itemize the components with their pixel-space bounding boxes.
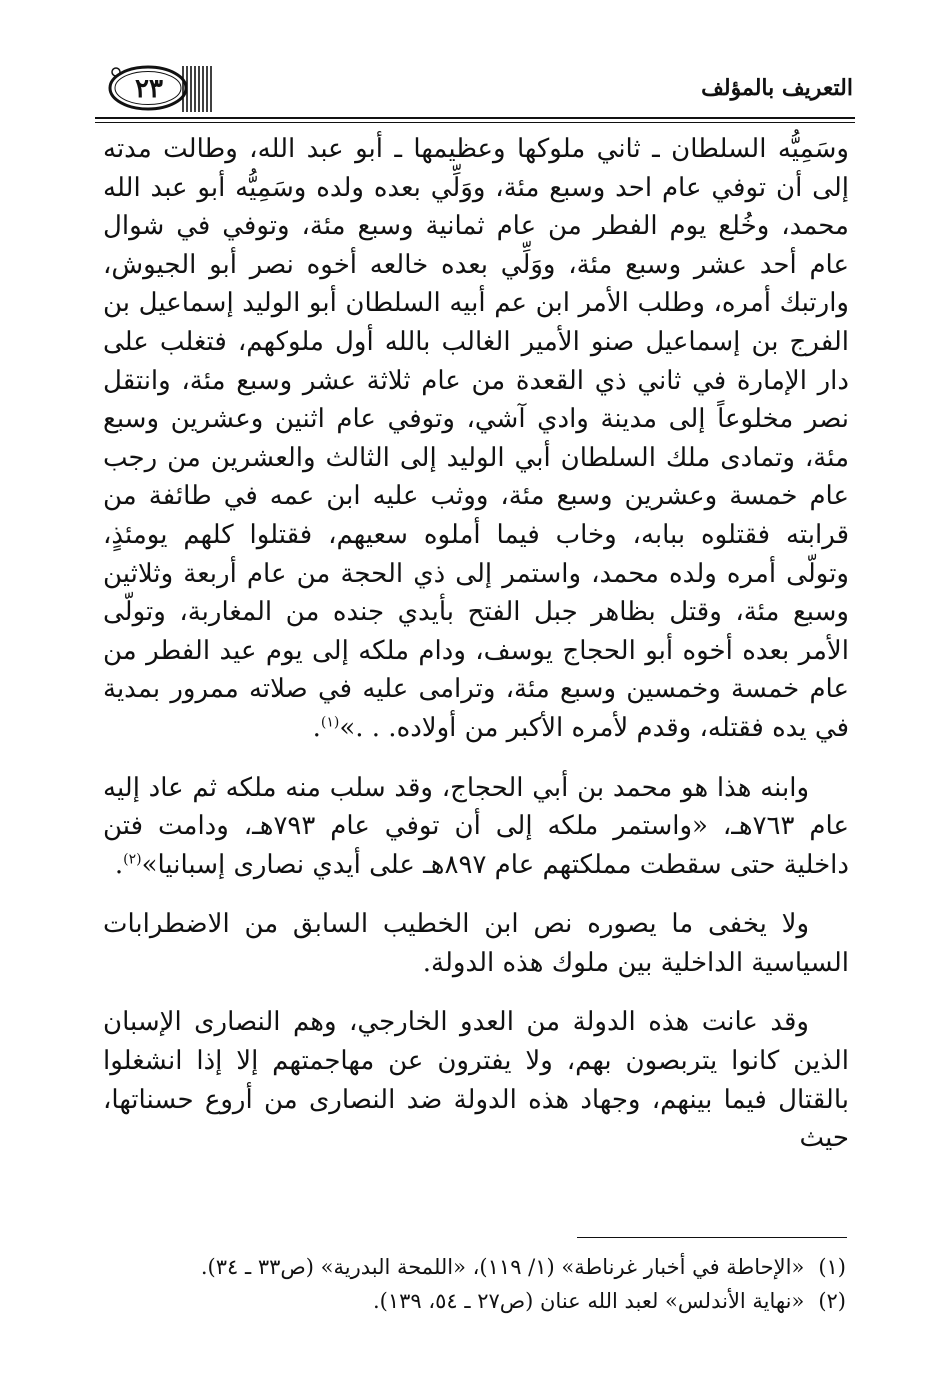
header-rule [95, 117, 855, 119]
footnote-text: «الإحاطة في أخبار غرناطة» (١/ ١١٩)، «اللمحة البدرية» (ص٣٣ ـ ٣٤). [200, 1255, 805, 1279]
paragraph-4: وقد عانت هذه الدولة من العدو الخارجي، وهم النصارى الإسبان الذين كانوا يتربصون بهم، ولا يفترون عن مهاجمتهم إلا إذا انشغلوا بالقتال فيما بينهم، وجهاد هذه الدولة ضد النصارى من أروع حسناتها، حيث [103, 1007, 849, 1154]
paragraph-3: ولا يخفى ما يصوره نص ابن الخطيب السابق من الاضطرابات السياسية الداخلية بين ملوك هذه الدولة. [103, 909, 849, 978]
header-rule-thin [95, 122, 855, 123]
paragraph-2 [103, 769, 849, 885]
running-title: التعريف بالمؤلف [701, 75, 853, 101]
period: . [312, 712, 321, 743]
page-number: ٢٣ [135, 74, 163, 104]
paragraph-text: وابنه هذا هو محمد بن أبي الحجاج، وقد سلب منه ملكه ثم عاد إليه عام ٧٦٣هـ، «واستمر ملكه إلى أن توفي عام ٧٩٣هـ، ودامت فتن داخلية حتى سقطت مملكتهم عام ٨٩٧هـ على أيدي نصارى إسبانيا» [103, 772, 849, 880]
footnote-separator [577, 1237, 847, 1238]
footnote-number: (٢) [818, 1289, 846, 1313]
paragraph-1 [103, 130, 849, 748]
footnotes [200, 1250, 846, 1318]
footnote-ref-1: (١) [320, 714, 340, 731]
footnote-number: (١) [818, 1255, 846, 1279]
footnote-ref-2: (٢) [123, 851, 142, 868]
footnote-text: «نهاية الأندلس» لعبد الله عنان (ص٢٧ ـ ٥٤، ١٣٩). [372, 1289, 805, 1313]
footnote-1 [200, 1250, 846, 1284]
paragraph-text: وسَمِيُّه السلطان ـ ثاني ملوكها وعظيمها ـ أبو عبد الله، وطالت مدته إلى أن توفي عام احد وسبع مئة، ووَلِّي بعده ولده وسَمِيُّه أبو عبد الله محمد، وخُلع يوم الفطر من عام ثمانية وسبع مئة، وتوفي في شوال عام أحد عشر وسبع مئة، ووَلِّي بعده خالعه أخوه نصر أبو الجيوش، وارتبك أمره، وطلب الأمر ابن عم أبيه السلطان أبو الوليد إسماعيل بن الفرج بن إسماعيل صنو الأمير الغالب بالله أول ملوكهم، فتغلب على دار الإمارة في ثاني ذي القعدة من عام ثلاثة عشر وسبع مئة، وانتقل نصر مخلوعاً إلى مدينة وادي آشي، وتوفي عام اثنين وعشرين وسبع مئة، وتمادى ملك السلطان أبي الوليد إلى الثالث والعشرين من رجب عام خمسة وعشرين وسبع مئة، ووثب عليه ابن عمه في طائفة من قرابته فقتلوه ببابه، وخاب فيما أملوه سعيهم، فقتلوا كلهم يومئذٍ، وتولّى أمره ولده محمد، واستمر إلى ذي الحجة من عام أربعة وثلاثين وسبع مئة، وقتل بظاهر جبل الفتح بأيدي جنده من المغاربة، وتولّى الأمر بعده أخوه أبو الحجاج يوسف، ودام ملكه إلى يوم عيد الفطر من عام خمسة وخمسين وسبع مئة، وترامى عليه في صلاته ممرور بمدية في يده فقتله، وقدم لأمره الأكبر من أولاده. . .» [103, 134, 849, 743]
period: . [114, 849, 124, 880]
main-text [103, 130, 849, 1158]
footnote-2 [200, 1284, 846, 1318]
